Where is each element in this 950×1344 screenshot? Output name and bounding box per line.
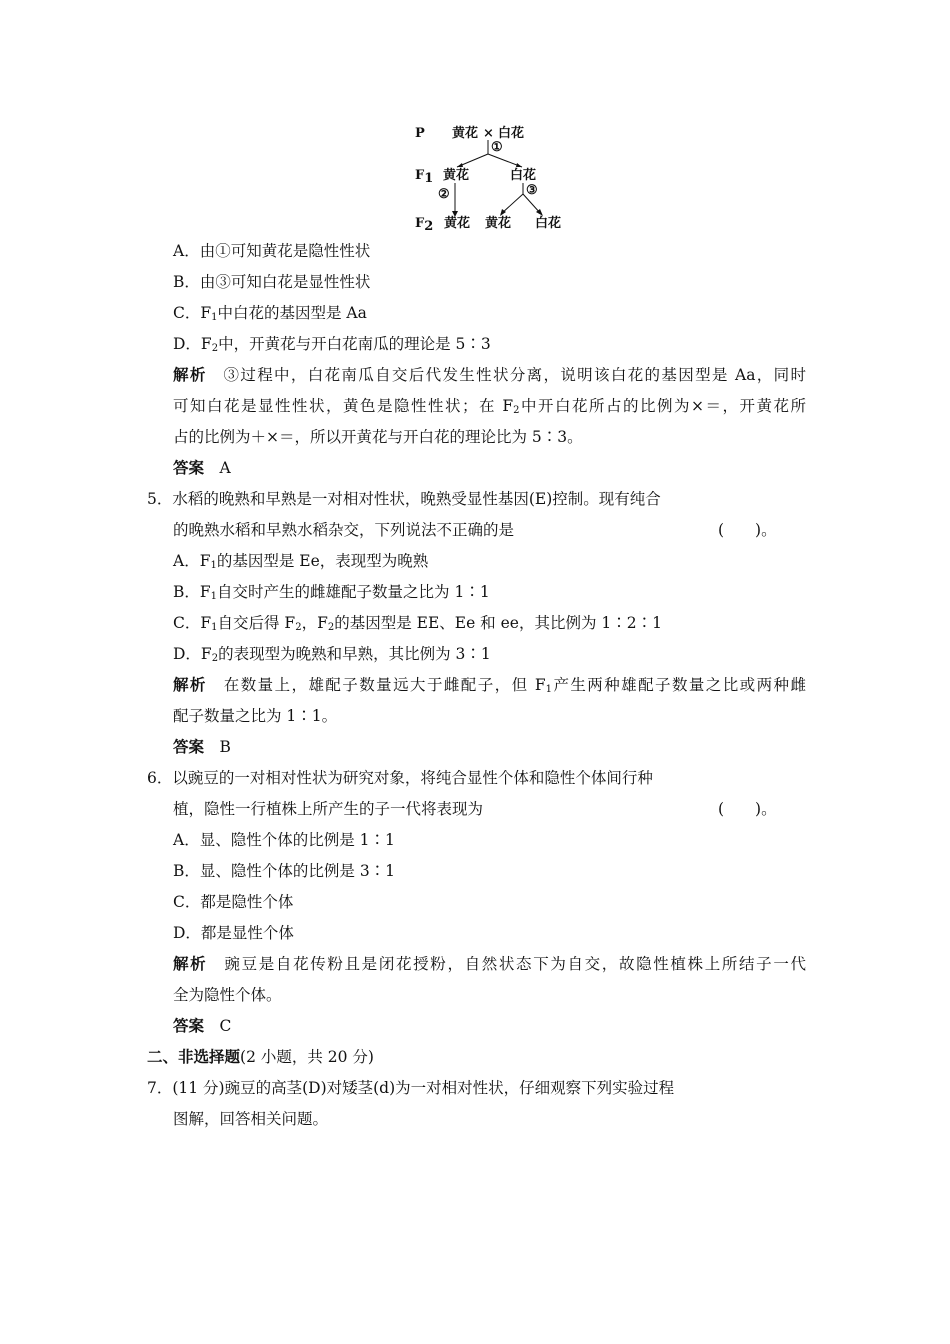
q5-answer-blank: ( )。 [718, 521, 777, 539]
q7-stem-line-1: 7．(11 分)豌豆的高茎(D)对矮茎(d)为一对相对性状，仔细观察下列实验过程 [147, 1079, 675, 1097]
q6-analysis-line-1: 解析 豌豆是自花传粉且是闭花授粉，自然状态下为自交，故隐性植株上所结子一代 [173, 954, 806, 973]
q5-analysis-line-2: 配子数量之比为 1∶1。 [173, 707, 338, 725]
q6-option-d: D．都是显性个体 [173, 924, 294, 942]
f1-white-flower: 白花 [510, 168, 537, 183]
answer-label: 答案 [173, 458, 205, 477]
q4-analysis-line-3: 占的比例为＋×＝，所以开黄花与开白花的理论比为 5∶3。 [173, 428, 583, 446]
answer-value: A [219, 459, 231, 477]
f2-generation-label: F2 [415, 216, 434, 234]
q4-analysis-line-2: 可知白花是显性性状，黄色是隐性性状；在 $F_2$中开白花所占的比例为×＝，开黄花所 [173, 397, 806, 416]
q5-answer [173, 736, 231, 758]
answer-value: B [219, 738, 231, 756]
p-yellow-flower: 黄花 [452, 126, 479, 141]
q4-option-d: D．$F_2$中，开黄花与开白花南瓜的理论是 5∶3 [173, 335, 491, 354]
q5-option-b: B．$F_1$自交时产生的雌雄配子数量之比为 1∶1 [173, 583, 490, 602]
cross-symbol: × [483, 126, 494, 141]
q6-stem-line-2: 植，隐性一行植株上所产生的子一代将表现为 [173, 800, 484, 818]
answer-label: 答案 [173, 1016, 205, 1035]
q6-stem-line-1: 6．以豌豆的一对相对性状为研究对象，将纯合显性个体和隐性个体间行种 [147, 769, 653, 787]
analysis-label: 解析 [173, 675, 207, 694]
q6-option-c: C．都是隐性个体 [173, 893, 294, 911]
arrowhead-icon [457, 163, 463, 167]
q6-answer [173, 1015, 231, 1037]
q5-option-c: C．$F_1$自交后得 $F_2$，$F_2$的基因型是 EE、Ee 和 ee，其比例为 1∶2∶1 [173, 614, 662, 633]
q5-analysis-line-1: 解析 在数量上，雄配子数量远大于雌配子，但 $F_1$产生两种雄配子数量之比或两种雌 [173, 675, 806, 695]
arrowhead-icon [516, 163, 522, 167]
q5-stem-line-1: 5．水稻的晚熟和早熟是一对相对性状，晚熟受显性基因(E)控制。现有纯合 [147, 490, 661, 508]
q6-analysis-line-2: 全为隐性个体。 [173, 986, 282, 1004]
genetics-cross-diagram [405, 120, 580, 238]
analysis-label: 解析 [173, 365, 207, 384]
q6-option-a: A．显、隐性个体的比例是 1∶1 [173, 831, 395, 849]
f2-white-flower: 白花 [535, 216, 562, 231]
answer-label: 答案 [173, 737, 205, 756]
section-2-heading: 二、非选择题(2 小题，共 20 分) [147, 1047, 374, 1066]
p-generation-label: P [415, 126, 425, 141]
f1-yellow-flower: 黄花 [443, 168, 470, 183]
analysis-label: 解析 [173, 954, 208, 973]
step-3-marker: ③ [526, 183, 538, 198]
q4-option-a: A．由①可知黄花是隐性性状 [173, 242, 371, 260]
q4-option-c: C．$F_1$中白花的基因型是 Aa [173, 304, 367, 323]
q5-option-d: D．$F_2$的表现型为晚熟和早熟，其比例为 3∶1 [173, 645, 491, 664]
q4-analysis-line-1: 解析 ③过程中，白花南瓜自交后代发生性状分离，说明该白花的基因型是 Aa，同时 [173, 365, 806, 384]
step-2-marker: ② [438, 187, 450, 202]
q5-option-a: A．$F_1$的基因型是 Ee，表现型为晚熟 [173, 552, 429, 571]
q7-stem-line-2: 图解，回答相关问题。 [173, 1110, 329, 1128]
q4-answer [173, 457, 231, 479]
q5-stem-line-2: 的晚熟水稻和早熟水稻杂交，下列说法不正确的是 [173, 521, 515, 539]
q4-option-b: B．由③可知白花是显性性状 [173, 273, 371, 291]
f2-yellow-flower-b: 黄花 [485, 216, 512, 231]
answer-value: C [219, 1017, 232, 1035]
f1-generation-label: F1 [415, 168, 434, 186]
q6-option-b: B．显、隐性个体的比例是 3∶1 [173, 862, 396, 880]
step-1-marker: ① [491, 140, 503, 155]
f2-yellow-flower-a: 黄花 [444, 216, 471, 231]
q6-answer-blank: ( )。 [718, 800, 777, 818]
p-white-flower: 白花 [498, 126, 525, 141]
